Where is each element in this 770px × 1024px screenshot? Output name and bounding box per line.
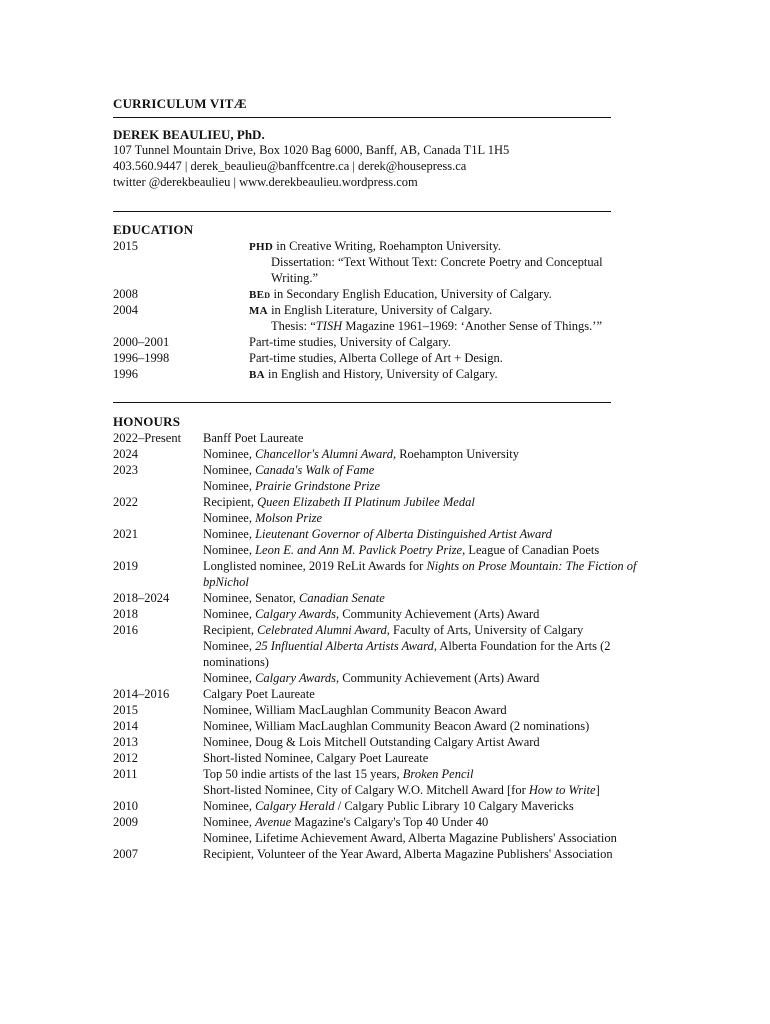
entry-text: Nominee, William MacLaughlan Community Beacon Award — [203, 703, 507, 717]
honours-entry — [203, 574, 249, 590]
entry-title: Celebrated Alumni Award — [257, 623, 387, 637]
honours-entry — [203, 526, 552, 542]
entry-title: 25 Influential Alberta Artists Award — [255, 639, 434, 653]
entry-title: Canada's Walk of Fame — [255, 463, 375, 477]
honours-entry — [203, 638, 611, 654]
entry-text: Nominee, — [203, 463, 256, 477]
entry-text: Nominee, — [203, 527, 256, 541]
honours-entry — [203, 590, 385, 606]
education-year: 2008 — [113, 287, 138, 301]
person-name: DEREK BEAULIEU, PhD. — [113, 127, 265, 142]
entry-text: Magazine 1961–1969: ‘Another Sense of Things.’” — [342, 319, 602, 333]
honours-entry — [203, 750, 428, 766]
honours-year: 2014–2016 — [113, 687, 170, 701]
honours-entry — [203, 766, 473, 782]
entry-text: / Calgary Public Library 10 Calgary Mavericks — [334, 799, 574, 813]
degree-abbrev: BEd — [249, 289, 271, 301]
honours-year: 2023 — [113, 463, 138, 477]
education-entry — [249, 318, 602, 334]
entry-text: Recipient, — [203, 495, 258, 509]
honours-year: 2016 — [113, 623, 138, 637]
entry-text: Nominee, — [203, 479, 256, 493]
honours-entry — [203, 846, 613, 862]
honours-entry — [203, 430, 303, 446]
honours-year: 2012 — [113, 751, 138, 765]
honours-entry — [203, 462, 374, 478]
entry-text: Nominee, — [203, 543, 256, 557]
honours-year: 2013 — [113, 735, 138, 749]
education-year: 2004 — [113, 303, 138, 317]
entry-text: Longlisted nominee, 2019 ReLit Awards for — [203, 559, 427, 573]
entry-title: Molson Prize — [255, 511, 323, 525]
entry-title: Calgary Awards — [255, 671, 336, 685]
entry-text: nominations) — [203, 655, 269, 669]
honours-entry — [203, 510, 322, 526]
degree-abbrev: PHD — [249, 241, 274, 253]
entry-text: , Community Achievement (Arts) Award — [336, 607, 540, 621]
education-heading: EDUCATION — [113, 222, 194, 237]
entry-text: in English Literature, University of Calgary. — [267, 303, 493, 317]
entry-title: bpNichol — [203, 575, 249, 589]
honours-entry — [203, 686, 315, 702]
honours-year: 2015 — [113, 703, 138, 717]
entry-text: , Roehampton University — [392, 447, 519, 461]
entry-text: Banff Poet Laureate — [203, 431, 304, 445]
honours-entry — [203, 606, 539, 622]
entry-title: Prairie Grindstone Prize — [255, 479, 381, 493]
honours-year: 2011 — [113, 767, 138, 781]
honours-year: 2019 — [113, 559, 138, 573]
education-entry — [249, 350, 503, 366]
honours-entry — [203, 622, 583, 638]
education-entry — [249, 254, 603, 270]
honours-entry — [203, 718, 589, 734]
entry-text: Magazine's Calgary's Top 40 Under 40 — [291, 815, 489, 829]
entry-title: Broken Pencil — [402, 767, 474, 781]
entry-text: Nominee, — [203, 671, 256, 685]
entry-text: Nominee, — [203, 511, 256, 525]
entry-text: Nominee, — [203, 815, 256, 829]
entry-title: TISH — [315, 319, 343, 333]
education-entry — [249, 366, 498, 383]
entry-title: Calgary Herald — [255, 799, 335, 813]
entry-text: Calgary Poet Laureate — [203, 687, 315, 701]
degree-abbrev: BA — [249, 369, 265, 381]
divider-rule — [113, 402, 611, 403]
honours-entry — [203, 702, 507, 718]
entry-text: Top 50 indie artists of the last 15 years, — [203, 767, 403, 781]
honours-entry — [203, 670, 539, 686]
education-year: 2000–2001 — [113, 335, 170, 349]
honours-year: 2021 — [113, 527, 138, 541]
address-line: 107 Tunnel Mountain Drive, Box 1020 Bag 6000, Banff, AB, Canada T1L 1H5 — [113, 143, 510, 157]
entry-title: Leon E. and Ann M. Pavlick Poetry Prize — [255, 543, 463, 557]
honours-entry — [203, 654, 269, 670]
entry-text: ] — [595, 783, 600, 797]
entry-text: in Secondary English Education, University of Calgary. — [270, 287, 552, 301]
entry-text: Nominee, Lifetime Achievement Award, Alberta Magazine Publishers' Association — [203, 831, 617, 845]
honours-year: 2014 — [113, 719, 138, 733]
degree-abbrev: MA — [249, 305, 268, 317]
entry-text: , Community Achievement (Arts) Award — [336, 671, 540, 685]
education-entry — [249, 270, 318, 286]
entry-text: Part-time studies, Alberta College of Art + Design. — [249, 351, 503, 365]
entry-text: Dissertation: “Text Without Text: Concrete Poetry and Conceptual — [271, 255, 603, 269]
honours-entry — [203, 814, 488, 830]
entry-text: Nominee, Senator, — [203, 591, 300, 605]
entry-text: , League of Canadian Poets — [462, 543, 600, 557]
entry-text: Nominee, — [203, 447, 256, 461]
education-year: 1996–1998 — [113, 351, 170, 365]
education-year: 2015 — [113, 239, 138, 253]
education-entry — [249, 334, 451, 350]
phone-email-line: 403.560.9447 | derek_beaulieu@banffcentre.ca | derek@housepress.ca — [113, 159, 467, 173]
honours-year: 2022–Present — [113, 431, 182, 445]
divider-rule — [113, 211, 611, 212]
honours-year: 2007 — [113, 847, 138, 861]
honours-entry — [203, 734, 540, 750]
entry-text: Nominee, William MacLaughlan Community Beacon Award (2 nominations) — [203, 719, 590, 733]
entry-text: Nominee, — [203, 639, 256, 653]
honours-entry — [203, 494, 475, 510]
entry-text: Part-time studies, University of Calgary. — [249, 335, 451, 349]
entry-text: in English and History, University of Calgary. — [264, 367, 498, 381]
honours-year: 2018–2024 — [113, 591, 170, 605]
honours-entry — [203, 798, 574, 814]
entry-title: Nights on Prose Mountain: The Fiction of — [426, 559, 637, 573]
honours-entry — [203, 446, 519, 462]
honours-entry — [203, 542, 599, 558]
entry-text: Thesis: “ — [271, 319, 316, 333]
education-entry — [249, 302, 492, 319]
education-year: 1996 — [113, 367, 138, 381]
entry-text: Nominee, — [203, 799, 256, 813]
entry-text: , Alberta Foundation for the Arts (2 — [433, 639, 611, 653]
entry-text: Writing.” — [271, 271, 319, 285]
honours-year: 2018 — [113, 607, 138, 621]
entry-text: in Creative Writing, Roehampton University. — [273, 239, 502, 253]
entry-title: Lieutenant Governor of Alberta Distinguished Artist Award — [255, 527, 552, 541]
entry-text: Short-listed Nominee, Calgary Poet Laureate — [203, 751, 429, 765]
social-line: twitter @derekbeaulieu | www.derekbeaulieu.wordpress.com — [113, 175, 418, 189]
entry-text: Short-listed Nominee, City of Calgary W.O. Mitchell Award [for — [203, 783, 529, 797]
entry-title: Chancellor's Alumni Award — [255, 447, 393, 461]
entry-title: Queen Elizabeth II Platinum Jubilee Medal — [257, 495, 475, 509]
divider-rule — [113, 117, 611, 118]
entry-title: Canadian Senate — [299, 591, 385, 605]
honours-entry — [203, 478, 380, 494]
entry-text: Recipient, — [203, 623, 258, 637]
entry-text: Nominee, Doug & Lois Mitchell Outstanding Calgary Artist Award — [203, 735, 540, 749]
document-title: CURRICULUM VITÆ — [113, 96, 247, 111]
entry-text: Nominee, — [203, 607, 256, 621]
entry-title: How to Write — [528, 783, 596, 797]
honours-entry — [203, 782, 600, 798]
entry-text: Recipient, Volunteer of the Year Award, Alberta Magazine Publishers' Association — [203, 847, 613, 861]
education-entry — [249, 286, 552, 303]
education-entry — [249, 238, 501, 255]
honours-year: 2010 — [113, 799, 138, 813]
honours-entry — [203, 558, 636, 574]
entry-text: , Faculty of Arts, University of Calgary — [386, 623, 584, 637]
honours-entry — [203, 830, 617, 846]
entry-title: Avenue — [255, 815, 292, 829]
honours-year: 2022 — [113, 495, 138, 509]
honours-year: 2009 — [113, 815, 138, 829]
entry-title: Calgary Awards — [255, 607, 336, 621]
honours-heading: HONOURS — [113, 414, 181, 429]
honours-year: 2024 — [113, 447, 138, 461]
